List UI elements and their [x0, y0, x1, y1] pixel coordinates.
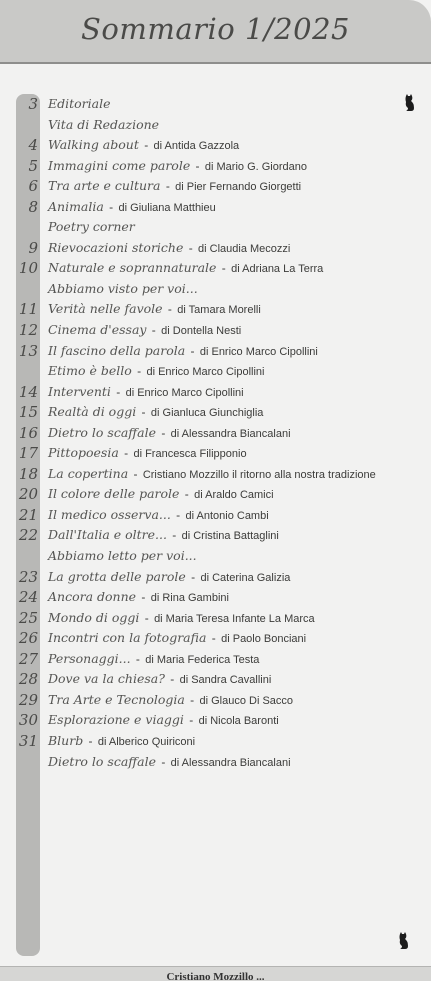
section-title: Pittopoesia: [48, 445, 119, 461]
toc-entry: [0, 320, 431, 341]
toc-entry-text: [48, 382, 244, 404]
toc-entry: [0, 669, 431, 690]
toc-entry-text: [48, 299, 261, 321]
footer-bar: [0, 966, 431, 981]
separator-dash: -: [187, 343, 198, 358]
toc-entry-text: [48, 341, 318, 363]
toc-entry-text: [48, 94, 111, 115]
author-name: di Maria Federica Testa: [145, 653, 260, 666]
page-number: 14: [18, 382, 38, 401]
author-name: di Paolo Bonciani: [221, 633, 307, 646]
separator-dash: -: [185, 713, 197, 728]
separator-dash: -: [112, 384, 124, 399]
section-title: Cinema d'essay: [48, 322, 147, 338]
page-number: 18: [18, 464, 38, 483]
toc-entry: [0, 341, 431, 362]
section-title: Ancora donne: [48, 589, 137, 605]
page-number: 11: [18, 300, 38, 319]
author-name: di Alessandra Biancalani: [170, 756, 291, 769]
separator-dash: -: [166, 672, 178, 687]
author-name: di Tamara Morelli: [177, 304, 261, 317]
separator-dash: -: [138, 405, 149, 420]
section-title: Animalia: [48, 198, 104, 214]
toc-entry: [0, 299, 431, 320]
page-number: 30: [18, 711, 38, 730]
cat-silhouette-icon: [397, 932, 409, 950]
section-title: Abbiamo letto per voi...: [48, 548, 197, 564]
separator-dash: -: [148, 323, 160, 338]
section-title: Il colore delle parole: [48, 486, 180, 502]
toc-entry-text: [48, 423, 291, 445]
author-name: di Dontella Nesti: [161, 325, 242, 338]
section-title: La grotta delle parole: [48, 568, 186, 584]
cat-silhouette-icon: [403, 94, 415, 112]
separator-dash: -: [164, 302, 176, 317]
page-number: 25: [18, 608, 38, 627]
toc-entry: [0, 238, 431, 259]
author-name: di Enrico Marco Cipollini: [199, 345, 318, 358]
page-title: Sommario 1/2025: [81, 12, 350, 46]
author-name: di Sandra Cavallini: [179, 674, 272, 687]
toc-entry: [0, 546, 431, 567]
author-name: di Cristina Battaglini: [181, 530, 279, 543]
toc-entry: [0, 176, 431, 197]
author-name: di Adriana La Terra: [231, 263, 324, 276]
page-number: 16: [18, 423, 38, 442]
page-number: 23: [18, 567, 38, 586]
toc-entry: [0, 464, 431, 485]
section-title: Dietro lo scaffale: [48, 424, 156, 440]
toc-entry: [0, 484, 431, 505]
page-number: 4: [28, 136, 38, 155]
toc-entry-text: [48, 731, 195, 753]
separator-dash: -: [138, 590, 149, 605]
separator-dash: -: [157, 754, 169, 769]
toc-entry-text: [48, 176, 301, 198]
toc-entry-text: [48, 135, 239, 157]
section-title: Editoriale: [48, 96, 111, 111]
separator-dash: -: [168, 528, 180, 543]
section-title: Mondo di oggi: [48, 609, 140, 625]
page-number: 3: [28, 95, 38, 113]
toc-entry-text: [48, 279, 198, 300]
page-number: 6: [28, 177, 38, 196]
separator-dash: -: [185, 240, 197, 255]
separator-dash: -: [157, 425, 169, 440]
section-title: Dove va la chiesa?: [48, 671, 165, 687]
toc-entry: [0, 628, 431, 649]
separator-dash: -: [186, 692, 198, 707]
separator-dash: -: [181, 487, 193, 502]
separator-dash: -: [132, 651, 144, 666]
section-title: Blurb: [48, 732, 84, 748]
toc-entry-text: [48, 587, 229, 609]
page-number: 12: [18, 321, 38, 340]
page-number: 28: [18, 670, 38, 689]
toc-entry: [0, 279, 431, 300]
author-name: di Araldo Camici: [194, 489, 274, 502]
toc-entry-text: [48, 628, 306, 650]
toc-entry-text: [48, 258, 323, 280]
toc-entry-text: [48, 361, 264, 383]
section-title: Il fascino della parola: [48, 342, 186, 358]
page-number: 5: [28, 156, 38, 175]
toc-entry-text: [48, 320, 241, 342]
page-number: 21: [18, 505, 38, 524]
toc-entry: [0, 608, 431, 629]
section-title: Naturale e soprannaturale: [48, 260, 217, 276]
author-name: di Alberico Quiriconi: [97, 735, 196, 748]
toc-entry: [0, 156, 431, 177]
author-name: di Caterina Galizia: [200, 571, 291, 584]
toc-entry-text: [48, 197, 216, 219]
toc-entry: [0, 94, 431, 115]
separator-dash: -: [105, 199, 117, 214]
toc-entry-text: [48, 525, 279, 547]
author-name: di Alessandra Biancalani: [170, 427, 291, 440]
toc-entry: [0, 115, 431, 136]
toc-entry-text: [48, 546, 197, 567]
toc-entry: [0, 382, 431, 403]
toc-entry-text: [48, 443, 247, 465]
section-title: Tra Arte e Tecnologia: [48, 691, 185, 707]
separator-dash: -: [172, 507, 184, 522]
section-title: Verità nelle favole: [48, 301, 163, 317]
section-title: Walking about: [48, 137, 139, 153]
author-name: di Giuliana Matthieu: [118, 201, 216, 214]
toc-entry: [0, 361, 431, 382]
toc-entry-text: [48, 402, 263, 424]
toc-entry-text: [48, 217, 135, 238]
separator-dash: -: [133, 364, 145, 379]
toc-entry: [0, 710, 431, 731]
toc-entry: [0, 649, 431, 670]
page-number: 24: [18, 588, 38, 607]
author-name: di Rina Gambini: [150, 592, 229, 605]
page-number: 22: [18, 526, 38, 545]
section-title: Etimo è bello: [48, 363, 132, 379]
toc-entry: [0, 135, 431, 156]
toc-entry: [0, 752, 431, 773]
page-number: 15: [18, 403, 38, 422]
table-of-contents: [0, 94, 431, 772]
footer-text: Cristiano Mozzillo ...: [166, 971, 265, 981]
page-number: 26: [18, 629, 38, 648]
section-title: Abbiamo visto per voi...: [48, 280, 198, 296]
toc-entry: [0, 690, 431, 711]
section-title: Il medico osserva...: [48, 506, 171, 522]
toc-entry-text: [48, 484, 274, 506]
toc-entry: [0, 197, 431, 218]
toc-entry-text: [48, 156, 307, 178]
toc-entry: [0, 587, 431, 608]
toc-entry: [0, 567, 431, 588]
toc-entry-text: [48, 649, 259, 671]
author-name: di Claudia Mecozzi: [198, 242, 291, 255]
author-name: di Francesca Filipponio: [133, 448, 247, 461]
toc-entry-text: [48, 608, 315, 630]
separator-dash: -: [140, 138, 152, 153]
toc-entry-text: [48, 505, 269, 527]
author-name: Cristiano Mozzillo il ritorno alla nostra tradizione: [142, 468, 376, 481]
author-name: di Pier Fernando Giorgetti: [175, 181, 302, 194]
section-title: La copertina: [48, 465, 129, 481]
separator-dash: -: [141, 610, 153, 625]
page-number: 20: [18, 485, 38, 504]
section-title: Immagini come parole: [48, 157, 191, 173]
toc-entry: [0, 525, 431, 546]
author-name: di Enrico Marco Cipollini: [125, 386, 244, 399]
separator-dash: -: [187, 569, 199, 584]
author-name: di Maria Teresa Infante La Marca: [154, 612, 315, 625]
author-name: di Antida Gazzola: [153, 140, 240, 153]
author-name: di Nicola Baronti: [198, 715, 279, 728]
separator-dash: -: [192, 158, 203, 173]
author-name: di Gianluca Giunchiglia: [150, 407, 264, 420]
section-title: Dietro lo scaffale: [48, 753, 156, 769]
page-number: 9: [28, 238, 38, 257]
section-title: Esplorazione e viaggi: [48, 712, 184, 728]
author-name: di Mario G. Giordano: [204, 160, 307, 173]
page-number: 17: [18, 444, 38, 463]
section-title: Vita di Redazione: [48, 116, 160, 132]
page-number: 8: [28, 197, 38, 216]
section-title: Tra arte e cultura: [48, 178, 161, 194]
toc-entry-text: [48, 464, 376, 486]
section-title: Personaggi...: [48, 650, 131, 666]
page-number: 27: [18, 649, 38, 668]
section-title: Poetry corner: [48, 219, 135, 235]
toc-entry: [0, 423, 431, 444]
section-title: Interventi: [48, 383, 111, 399]
section-title: Incontri con la fotografia: [48, 630, 207, 646]
page-number: 10: [18, 259, 38, 278]
toc-entry-text: [48, 115, 159, 136]
toc-entry-text: [48, 238, 290, 260]
toc-entry-text: [48, 710, 279, 732]
toc-entry: [0, 505, 431, 526]
separator-dash: -: [162, 179, 174, 194]
toc-entry: [0, 443, 431, 464]
section-title: Dall'Italia e oltre...: [48, 527, 167, 543]
section-title: Realtà di oggi: [48, 404, 137, 420]
toc-entry: [0, 258, 431, 279]
author-name: di Enrico Marco Cipollini: [146, 366, 265, 379]
toc-entry-text: [48, 567, 290, 589]
author-name: di Glauco Di Sacco: [199, 694, 294, 707]
toc-entry-text: [48, 690, 293, 712]
separator-dash: -: [218, 261, 230, 276]
toc-entry: [0, 402, 431, 423]
toc-entry-text: [48, 669, 271, 691]
separator-dash: -: [120, 446, 132, 461]
page-number: 13: [18, 341, 38, 360]
separator-dash: -: [85, 733, 96, 748]
separator-dash: -: [130, 466, 141, 481]
page-number: 31: [18, 731, 38, 750]
page-number: 29: [18, 690, 38, 709]
header-banner: [0, 0, 431, 64]
separator-dash: -: [208, 631, 220, 646]
section-title: Rievocazioni storiche: [48, 239, 184, 255]
toc-entry: [0, 731, 431, 752]
toc-entry-text: [48, 752, 291, 774]
toc-entry: [0, 217, 431, 238]
author-name: di Antonio Cambi: [185, 509, 269, 522]
